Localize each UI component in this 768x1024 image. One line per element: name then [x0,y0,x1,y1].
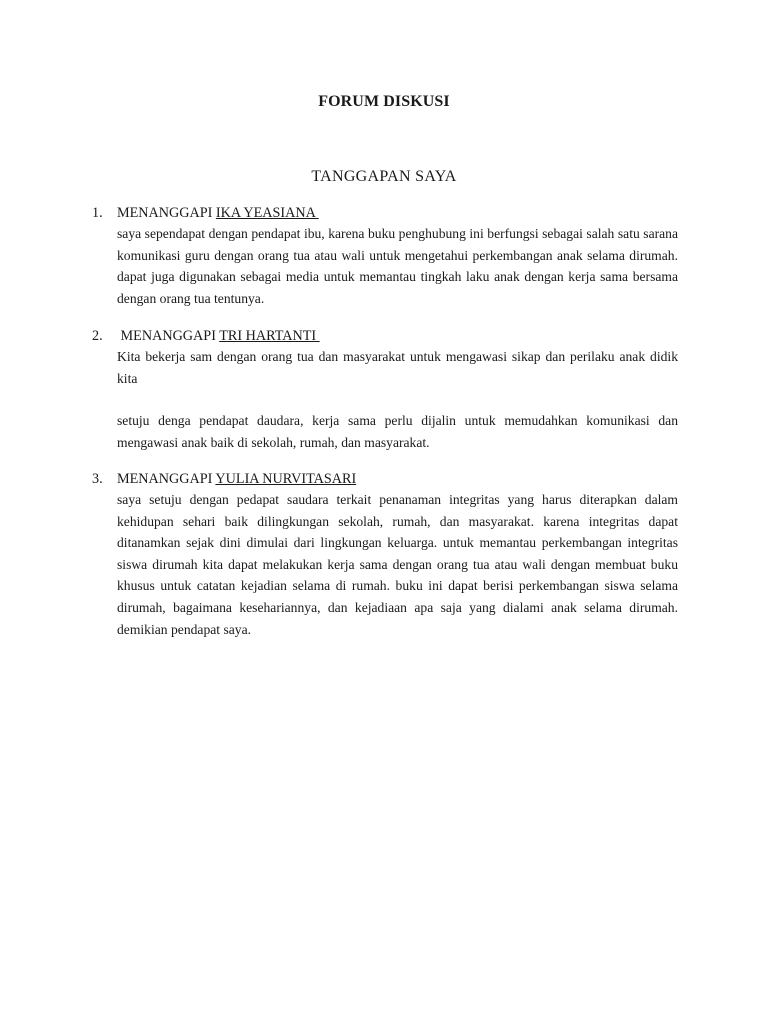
response-body [117,223,678,309]
response-prefix: MENANGGAPI [117,471,216,487]
list-number: 1. [92,205,103,221]
response-paragraph: saya setuju dengan pedapat saudara terkait penanaman integritas yang harus diterapkan dalam kehidupan sehari baik dilingkungan sekolah, rumah, dan masyarakat. karena integritas dapat ditanamkan sejak dini dimulai dari lingkungan keluarga. untuk memantau perkembangan integritas siswa dirumah kita dapat melakukan kerja sama dengan orang tua atau wali dengan membuat buku khusus untuk catatan kejadian selama di rumah. buku ini dapat berisi perkembangan siswa selama dirumah, bagaimana kesehariannya, dan kejadiaan apa saja yang dialami anak selama dirumah. demikian pendapat saya. [117,492,678,637]
document-subtitle: TANGGAPAN SAYA [311,168,457,185]
response-item [92,326,678,453]
document-title: FORUM DISKUSI [318,93,450,110]
list-number: 2. [92,328,103,344]
response-prefix: MENANGGAPI [117,205,216,221]
response-paragraph: setuju denga pendapat daudara, kerja sama perlu dijalin untuk memudahkan komunikasi dan mengawasi anak baik di sekolah, rumah, dan masyarakat. [117,413,678,450]
response-paragraph: Kita bekerja sam dengan orang tua dan masyarakat untuk mengawasi sikap dan perilaku anak didik kita [117,349,678,386]
response-item [92,469,678,640]
response-prefix: MENANGGAPI [117,328,220,344]
response-item [92,203,678,309]
list-number: 3. [92,471,103,487]
respondent-name: YULIA NURVITASARI [215,471,357,487]
response-heading [92,203,678,223]
respondent-name: IKA YEASIANA [215,205,319,221]
response-heading [92,469,678,489]
response-heading [92,326,678,346]
respondent-name: TRI HARTANTI [219,328,320,344]
response-paragraph: saya sependapat dengan pendapat ibu, karena buku penghubung ini berfungsi sebagai salah satu sarana komunikasi guru dengan orang tua atau wali untuk mengetahui perkembangan anak selama dirumah. dapat juga digunakan sebagai media untuk memantau tingkah laku anak dengan kerja sama bersama dengan orang tua tentunya. [117,226,678,306]
response-body [117,346,678,453]
response-body [117,489,678,640]
